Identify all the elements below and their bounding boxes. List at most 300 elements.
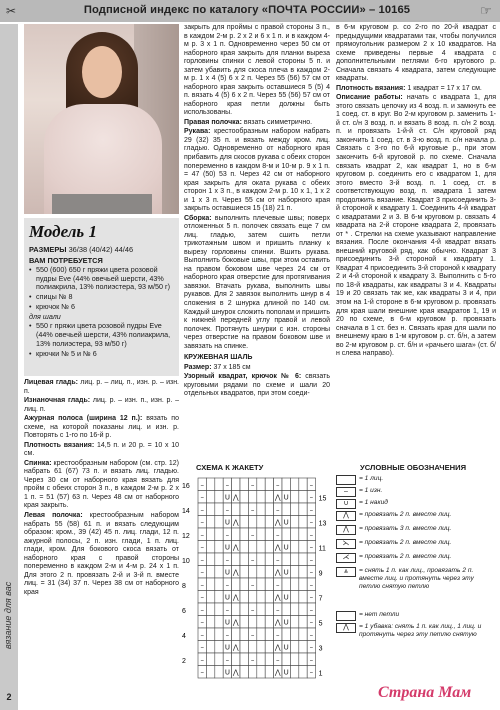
chart-cell	[290, 641, 298, 654]
chart-cell	[248, 491, 256, 504]
instruction-paragraph: Размер: 37 х 185 см	[184, 363, 251, 371]
chart-cell	[215, 653, 223, 666]
chart-row-label-left: 4	[182, 633, 186, 640]
chart-cell	[290, 578, 298, 591]
chart-cell	[265, 616, 273, 629]
chart-symbol: –	[200, 518, 204, 527]
side-magazine-title: вязание для вас	[3, 581, 13, 649]
chart-cell	[206, 528, 214, 541]
chart-cell	[215, 503, 223, 516]
instruction-paragraph: Спинка: крестообразным набором (см. стр. 12) набрать 61 (67) 73 п. и вязать лиц. гладью. Через 30 см от наборного края вязать для пройм с обеих сторон 3 п., в каждом 2-м р. 2 х 1 п. = 51 (57) 63 п. Через 48 см от наборного края закрыть.	[24, 459, 179, 510]
instruction-paragraph: Левая полочка: крестообразным набором набрать 55 (58) 61 п. и вязать следующим образом: кром., 39 (42) 45 п. лиц. глади, 12 п. ажурной полосы, 2 п. изн. глади, 1 п. лиц. глади, кром. Для бокового скоса вязать от наборного края с правой стороны попеременно в каждом 2-м и 4-м р. 24 х 1 п. Для этого 2 п. провязать 2-й и 3-й п. вместе лиц. = 31 (34) 37 п. Через 38 см от наборного края	[24, 511, 179, 596]
chart-cell	[257, 666, 265, 679]
chart-symbol: U	[224, 493, 230, 502]
chart-cell	[257, 653, 265, 666]
chart-cell	[290, 516, 298, 529]
chart-symbol: U	[283, 493, 289, 502]
chart-symbol: ⋀	[232, 618, 239, 627]
chart-symbol: –	[200, 493, 204, 502]
instruction-paragraph: Лицевая гладь: лиц. р. – лиц. п., изн. р. – изн. п.	[24, 379, 180, 395]
chart-cell	[215, 641, 223, 654]
chart-symbol: U	[283, 568, 289, 577]
text-column-3	[336, 24, 496, 360]
chart-row-label-left: 12	[182, 533, 190, 540]
chart-cell	[290, 591, 298, 604]
chart-cell	[215, 591, 223, 604]
chart-cell	[290, 478, 298, 491]
chart-symbol: –	[250, 656, 255, 664]
chart-cell	[282, 653, 290, 666]
legend-symbol-icon: ⋋	[336, 539, 356, 549]
chart-cell	[232, 603, 240, 616]
chart-row-label-left: 6	[182, 608, 186, 615]
chart-symbol: –	[250, 581, 255, 589]
chart-cell	[282, 628, 290, 641]
chart-cell	[206, 616, 214, 629]
shawl-materials-list	[29, 322, 174, 358]
chart-cell	[282, 478, 290, 491]
chart-cell	[206, 628, 214, 641]
chart-symbol: –	[309, 543, 314, 552]
chart-cell	[215, 666, 223, 679]
text-column-2	[184, 24, 330, 400]
chart-symbol: U	[224, 643, 230, 652]
instruction-paragraph: Правая полочка: вязать симметрично.	[184, 118, 313, 126]
chart-cell	[232, 503, 240, 516]
instruction-paragraph: Изнаночная гладь: лиц. р. – изн. п., изн. р. – лиц. п.	[24, 397, 179, 413]
legend-item	[336, 623, 496, 639]
chart-symbol: –	[225, 531, 230, 539]
chart-cell	[232, 578, 240, 591]
chart-cell	[299, 491, 307, 504]
material-item: • крючки № 5 и № 6	[29, 350, 174, 359]
material-item: • 550 (600) 650 г пряжи цвета розовой пудры Eve (44% овечьей шерсти, 43% полиакрила, 13% полиэстера, 93 м/50 г)	[29, 266, 174, 292]
chart-cell	[257, 566, 265, 579]
instruction-paragraph: Ажурная полоса (ширина 12 п.): вязать по схеме, на которой показаны лиц. и изн. р. Повторять с 1-го по 16-й р.	[24, 415, 179, 440]
instruction-paragraph: Плотность вязания: 14,5 п. и 20 р. = 10 х 10 см.	[24, 441, 180, 458]
chart-cell	[215, 491, 223, 504]
chart-cell	[257, 503, 265, 516]
chart-symbol: U	[224, 593, 230, 602]
chart-symbol: –	[309, 668, 314, 677]
chart-symbol: –	[225, 631, 230, 639]
chart-cell	[240, 603, 248, 616]
chart-cell	[206, 641, 214, 654]
chart-symbol: U	[224, 668, 230, 677]
chart-symbol: ⋀	[232, 593, 239, 602]
chart-cell	[299, 666, 307, 679]
section-heading: КРУЖЕВНАЯ ШАЛЬ	[184, 354, 253, 362]
chart-grid	[198, 478, 316, 678]
instruction-paragraph: Рукава: крестообразным набором набрать 29 (32) 35 п. и вязать между кром. лиц. гладью. Одновременно от наборного края прибавить для скосов рукава с обеих сторон попеременно в каждом 8-м и 10-м р. 9 х 1 п. = 47 (50) 53 п. Через 42 см от наборного края закрыть для оката рукава с обеих сторон 1 х 3 п., в каждом 2-м р. 10 х 1, 1 х 2 и 1 х 3 п. Через 55 см от наборного края закрыть оставшиеся 15 (18) 21 п.	[184, 128, 330, 213]
chart-cell	[248, 591, 256, 604]
chart-cell	[299, 653, 307, 666]
model-title: Модель 1	[29, 222, 97, 241]
chart-symbol: –	[200, 481, 204, 489]
chart-symbol: –	[200, 581, 204, 589]
chart-cell	[232, 528, 240, 541]
chart-row-label-right: 13	[318, 520, 327, 528]
instruction-paragraph: закрыть для проймы с правой стороны 3 п., в каждом 2-м р. 2 х 2 и 6 х 1 п. и в каждом 4-м р. 3 х 1 п. Одновременно через 50 см от наборного края закрыть для планки выреза горловины спинки с левой стороны 5 п. и затем убавить для скоса плеча в каждом 2-м р. 1 х 4 (5) 6 х 2 п. Через 55 (56) 57 см от наборного края закрыть оставшиеся 5 (5) 4 п. вязать 4 (5) 6 х 2 п. Через 55 (56) 57 см от наборного края петли должны быть использованы.	[184, 24, 330, 117]
chart-symbol: –	[309, 593, 314, 602]
legend-symbol-icon	[336, 475, 356, 485]
chart-symbol: –	[200, 531, 204, 539]
chart-symbol: –	[276, 631, 280, 639]
chart-symbol: –	[276, 506, 280, 514]
chart-cell	[265, 628, 273, 641]
chart-symbol: –	[200, 631, 204, 639]
chart-cell	[215, 616, 223, 629]
chart-symbol: –	[309, 656, 314, 664]
chart-cell	[299, 478, 307, 491]
legend-symbol-icon: ⋀	[336, 623, 356, 633]
chart-row-label-left: 10	[182, 558, 190, 565]
chart-symbol: –	[309, 556, 314, 564]
header-bar	[0, 0, 500, 22]
legend-symbol-icon: ⩓	[336, 567, 356, 577]
chart-cell	[282, 503, 290, 516]
chart-row-label-right: 3	[318, 645, 323, 653]
chart-symbol: –	[276, 531, 280, 539]
chart-symbol: ⋀	[274, 643, 281, 652]
chart-cell	[265, 478, 273, 491]
chart-cell	[257, 516, 265, 529]
chart-cell	[240, 666, 248, 679]
model-photo	[24, 24, 179, 214]
chart-cell	[206, 478, 214, 491]
chart-cell	[299, 541, 307, 554]
chart-row-label-right: 7	[318, 595, 323, 603]
instruction-paragraph: Плотность вязания: 1 квадрат = 17 х 17 см.	[336, 84, 482, 92]
chart-cell	[240, 653, 248, 666]
chart-symbol: U	[283, 618, 289, 627]
chart-symbol: –	[225, 481, 230, 489]
text-column-1	[24, 379, 179, 598]
chart-cell	[257, 528, 265, 541]
materials-list	[29, 266, 174, 312]
chart-symbol: –	[309, 581, 314, 589]
chart-cell	[282, 528, 290, 541]
chart-cell	[240, 591, 248, 604]
chart-cell	[257, 616, 265, 629]
chart-symbol: –	[309, 493, 314, 502]
chart-symbol: –	[309, 568, 314, 577]
chart-cell	[215, 541, 223, 554]
chart-cell	[248, 541, 256, 554]
legend-item	[336, 525, 496, 535]
chart-cell	[265, 591, 273, 604]
chart-cell	[290, 628, 298, 641]
instruction-paragraph: Описание работы: начать с квадрата 1, для этого связать цепочку из 4 возд. п. и замкнуть ее 1 соед. ст. в круг. Во 2-м круговом р. заменить 1-й ст. с/н 3 возд. п. и вязать 8 возд. п. с/н 2 возд. п. и провязать 1-й-й ст. С/н круговой ряд закончить 1 соед. ст. в 3-ю возд. п. с/н начала р. Связать с 3-го по 6-й круговые р., при этом закончить 6-й круговой р. по схеме. Сначала связать квадрат 2, как квадрат 1, но в 6-м круговом р. соединить его с квадратом 1, для этого вместо 3-й возд. п. 1 соед. ст. в соответствующую возд. п. квадрата 1 затем продолжить вязание. Квадрат 3 присоединить 3-й стороной к квадрату 1. Соединить 4-й квадрат с квадратами 2 и 3. В 6-м круговом р. связать 4 квадрата на 2-й стороне квадрата 2, провязать от * . Стрелки на схеме указывают направление вязания. После окончания 4-й квадрат вязать внешний круговой ряд, как обычно. Квадрат 3 присоединить 3-й стороной к квадрату 1. Квадрат 4 присоединить 3-й стороной к квадрату 2 и 4-й стороной к квадрату 3. Выполнить с 5-го по 18-й квадраты, как квадраты 3 и 4. Квадраты 19 и 20 связать так же, как квадраты 3 и 4, при этом на 1-й стороне в 6-м круговом р. провязать для края шали внешние края квадратов 1, 19 и 20 по схеме, в 6-м круговом р. провязать сначала в 1 ст. без н. Связать края для шали по внешнему краю в 1-м круговом р. ст. б/н, а затем во 2-м круговом р. ст. б/н и «рачьего шага» (ст. б/н слева направо).	[336, 94, 496, 358]
chart-symbol: –	[250, 631, 255, 639]
chart-symbol: –	[200, 668, 204, 677]
chart-symbol: U	[224, 543, 230, 552]
chart-cell	[299, 553, 307, 566]
chart-cell	[290, 603, 298, 616]
chart-cell	[290, 653, 298, 666]
chart-cell	[206, 553, 214, 566]
chart-cell	[290, 566, 298, 579]
chart-cell	[257, 578, 265, 591]
chart-symbol: –	[200, 656, 204, 664]
chart-cell	[248, 616, 256, 629]
chart-cell	[240, 641, 248, 654]
chart-symbol: –	[225, 556, 230, 564]
chart-cell	[248, 641, 256, 654]
instruction-paragraph: в 6-м круговом р. со 2-го по 20-й квадрат с предыдущими квадратами так, чтобы получился прямоугольник размером 2 х 10 квадратов. На схеме приведены первые 4 квадрата с дополнительными петлями 6-го кругового р. Сначала связать 4 квадрата, затем следующие квадраты.	[336, 24, 496, 83]
chart-cell	[206, 591, 214, 604]
chart-symbol: –	[250, 506, 255, 514]
chart-symbol: U	[224, 618, 230, 627]
chart-cell	[290, 541, 298, 554]
chart-row-label-right: 11	[318, 545, 326, 553]
legend-text: = 1 лиц.	[359, 475, 384, 482]
chart-cell	[215, 516, 223, 529]
material-item: • крючок № 6	[29, 303, 174, 312]
chart-symbol: ⋀	[232, 668, 239, 677]
legend-item	[336, 539, 496, 549]
chart-cell	[265, 503, 273, 516]
legend-text: = 1 изн.	[359, 487, 383, 494]
chart-cell	[299, 566, 307, 579]
chart-symbol: –	[250, 556, 255, 564]
chart-symbol: –	[276, 481, 280, 489]
scissors-icon: ✂	[5, 3, 17, 18]
chart-cell	[232, 653, 240, 666]
chart-cell	[257, 553, 265, 566]
legend-symbol-icon: –	[336, 487, 356, 497]
header-title: Подписной индекс по каталогу «ПОЧТА РОССИИ» – 10165	[83, 4, 411, 17]
chart-cell	[248, 666, 256, 679]
chart-cell	[232, 478, 240, 491]
chart-symbol: ⋀	[274, 493, 281, 502]
chart-cell	[206, 566, 214, 579]
chart-symbol: –	[276, 556, 280, 564]
chart-cell	[265, 566, 273, 579]
chart-symbol: –	[250, 531, 255, 539]
chart-cell	[240, 528, 248, 541]
chart-row-label-right: 9	[318, 570, 323, 578]
chart-cell	[215, 528, 223, 541]
chart-symbol: –	[200, 593, 204, 602]
chart-cell	[265, 603, 273, 616]
chart-cell	[240, 478, 248, 491]
chart-symbol: ⋀	[232, 643, 239, 652]
chart-cell	[299, 591, 307, 604]
chart-cell	[299, 528, 307, 541]
legend-item	[336, 611, 496, 621]
instruction-paragraph: Узорный квадрат, крючок № 6: связать круговыми рядами по схеме и шали 20 отдельных квадратов, при этом соеди-	[184, 373, 330, 398]
chart-symbol: –	[250, 606, 255, 614]
chart-symbol: –	[200, 618, 204, 627]
chart-cell	[282, 553, 290, 566]
chart-cell	[257, 603, 265, 616]
chart-cell	[299, 628, 307, 641]
chart-cell	[206, 578, 214, 591]
legend-symbol-icon: ⋀	[336, 511, 356, 521]
chart-cell	[257, 491, 265, 504]
chart-cell	[299, 503, 307, 516]
chart-symbol: ⋀	[232, 543, 239, 552]
chart-cell	[282, 603, 290, 616]
chart-symbol: –	[200, 643, 204, 652]
chart-cell	[257, 641, 265, 654]
chart-cell	[290, 528, 298, 541]
chart-cell	[257, 478, 265, 491]
photo-face	[82, 46, 122, 98]
chart-cell	[206, 666, 214, 679]
legend-item	[336, 511, 496, 521]
legend-symbol-icon: ⋀	[336, 525, 356, 535]
chart-symbol: –	[309, 643, 314, 652]
chart-symbol: ⋀	[274, 593, 281, 602]
legend-item	[336, 475, 496, 485]
chart-row-label-left: 14	[182, 508, 190, 515]
legend-text: = провязать 2 п. вместе лиц.	[359, 539, 452, 546]
chart-symbol: ⋀	[274, 568, 281, 577]
chart-cell	[299, 578, 307, 591]
chart-symbol: U	[224, 568, 230, 577]
hand-pointer-icon: ☞	[480, 3, 492, 19]
chart-cell	[290, 666, 298, 679]
chart-cell	[215, 603, 223, 616]
chart-row-label-right: 15	[318, 495, 327, 503]
material-item: • 550 г пряжи цвета розовой пудры Eve (44% овечьей шерсти, 43% полиакрила, 13% полиэстера, 93 м/50 г)	[29, 322, 174, 348]
legend-text: = снять 1 п. как лиц., провязать 2 п. вместе лиц. и протянуть через эту петлю снятую петлю	[359, 567, 474, 591]
chart-symbol: –	[309, 531, 314, 539]
chart-row-label-right: 5	[318, 620, 323, 628]
chart-symbol: –	[200, 506, 204, 514]
chart-cell	[265, 641, 273, 654]
legend-text: = провязать 2 п. вместе лиц.	[359, 553, 452, 560]
chart-cell	[265, 541, 273, 554]
chart-symbol: –	[200, 556, 204, 564]
chart-cell	[265, 553, 273, 566]
chart-cell	[299, 616, 307, 629]
chart-cell	[265, 516, 273, 529]
chart-cell	[240, 503, 248, 516]
chart-cell	[265, 528, 273, 541]
chart-cell	[206, 503, 214, 516]
chart-cell	[206, 541, 214, 554]
chart-cell	[248, 566, 256, 579]
chart-cell	[240, 628, 248, 641]
chart-symbol: –	[225, 506, 230, 514]
chart-symbol: –	[225, 606, 230, 614]
chart-cell	[232, 628, 240, 641]
chart-cell	[240, 541, 248, 554]
chart-cell	[265, 578, 273, 591]
chart-symbol: U	[283, 593, 289, 602]
chart-cell	[299, 641, 307, 654]
chart-cell	[257, 591, 265, 604]
chart-cell	[257, 541, 265, 554]
chart-symbol: –	[276, 656, 280, 664]
chart-cell	[206, 653, 214, 666]
chart-cell	[215, 578, 223, 591]
chart-row-label-left: 16	[182, 483, 190, 490]
chart-symbol: –	[309, 481, 314, 489]
legend-symbol-icon: ⋌	[336, 553, 356, 563]
chart-cell	[257, 628, 265, 641]
chart-cell	[240, 578, 248, 591]
chart-cell	[265, 491, 273, 504]
photo-skirt	[52, 194, 152, 214]
chart-symbol: ⋀	[274, 543, 281, 552]
chart-cell	[215, 628, 223, 641]
chart-row-label-right: 1	[318, 670, 323, 678]
legend-item	[336, 553, 496, 563]
chart-symbol: –	[309, 618, 314, 627]
chart-row-label-left: 2	[182, 658, 186, 665]
chart-symbol: U	[283, 518, 289, 527]
instruction-paragraph: Сборка: выполнить плечевые швы; поверх отложенных 5 п. полочек связать еще 7 см лиц. гладью, затем сшить петли трикотажным швом и пришить планку к вырезу горловины спинки. Вшить рукава. Выполнить боковые швы, при этом оставить на правом боковом шве через 24 см от наборного края отверстие для протягивания завязки. Втачать рукава, выполнить швы рукавов. Для 2 завязок выполнить шнур в 4 сложения в 2 шнурка длиной по 140 см. Каждый шнурок сложить пополам и пришить к нижней передней углу правой и левой полочек. Протянуть шнурки с изн. стороны через отверстие на правом боковом шве и завязать на спинке.	[184, 214, 330, 350]
chart-cell	[206, 603, 214, 616]
legend-text: = провязать 3 п. вместе лиц.	[359, 525, 452, 532]
chart-symbol: –	[225, 656, 230, 664]
legend-text: = провязать 2 п. вместе лиц.	[359, 511, 452, 518]
chart-symbol: –	[309, 506, 314, 514]
chart-symbol: ⋀	[274, 668, 281, 677]
chart-symbol: ⋀	[232, 493, 239, 502]
chart-cell	[232, 553, 240, 566]
chart-symbol: ⋀	[232, 568, 239, 577]
model-sizes: РАЗМЕРЫ 36/38 (40/42) 44/46	[29, 244, 134, 254]
for-shawl-label: для шали	[29, 311, 61, 321]
legend-symbol-icon: ∪	[336, 499, 356, 509]
legend-text: = 1 убавка: снять 1 п. как лиц., 1 лиц. и протянуть через эту петлю снятую	[359, 623, 482, 639]
model-info-box	[24, 218, 179, 376]
chart-cell	[240, 553, 248, 566]
chart-cell	[240, 516, 248, 529]
chart-cell	[290, 553, 298, 566]
chart-symbol: –	[225, 581, 230, 589]
chart-cell	[248, 516, 256, 529]
chart-cell	[282, 578, 290, 591]
legend-item	[336, 567, 496, 591]
chart-cell	[290, 491, 298, 504]
chart-cell	[206, 516, 214, 529]
chart-symbol: ⋀	[232, 518, 239, 527]
chart-symbol: –	[200, 568, 204, 577]
chart-symbol: –	[309, 631, 314, 639]
chart-cell	[290, 503, 298, 516]
chart-symbol: U	[283, 543, 289, 552]
chart-symbol: ⋀	[274, 518, 281, 527]
legend-symbol-icon	[336, 611, 356, 621]
chart-cell	[206, 491, 214, 504]
page-number: 2	[6, 692, 12, 702]
chart-symbol: U	[283, 643, 289, 652]
chart-cell	[215, 566, 223, 579]
chart-symbol: ⋀	[274, 618, 281, 627]
chart-cell	[290, 616, 298, 629]
chart-cell	[215, 478, 223, 491]
model-need-label: ВАМ ПОТРЕБУЕТСЯ	[29, 255, 103, 265]
legend-item	[336, 487, 496, 497]
chart-cell	[299, 516, 307, 529]
chart-symbol: U	[283, 668, 289, 677]
legend-item	[336, 499, 496, 509]
chart-cell	[240, 566, 248, 579]
site-watermark: Страна Мам	[378, 684, 472, 701]
chart-symbol: –	[200, 606, 204, 614]
chart-cell	[265, 666, 273, 679]
chart-row-label-left: 8	[182, 583, 186, 590]
chart-symbol: –	[309, 606, 314, 614]
chart-cell	[240, 616, 248, 629]
chart-cell	[265, 653, 273, 666]
